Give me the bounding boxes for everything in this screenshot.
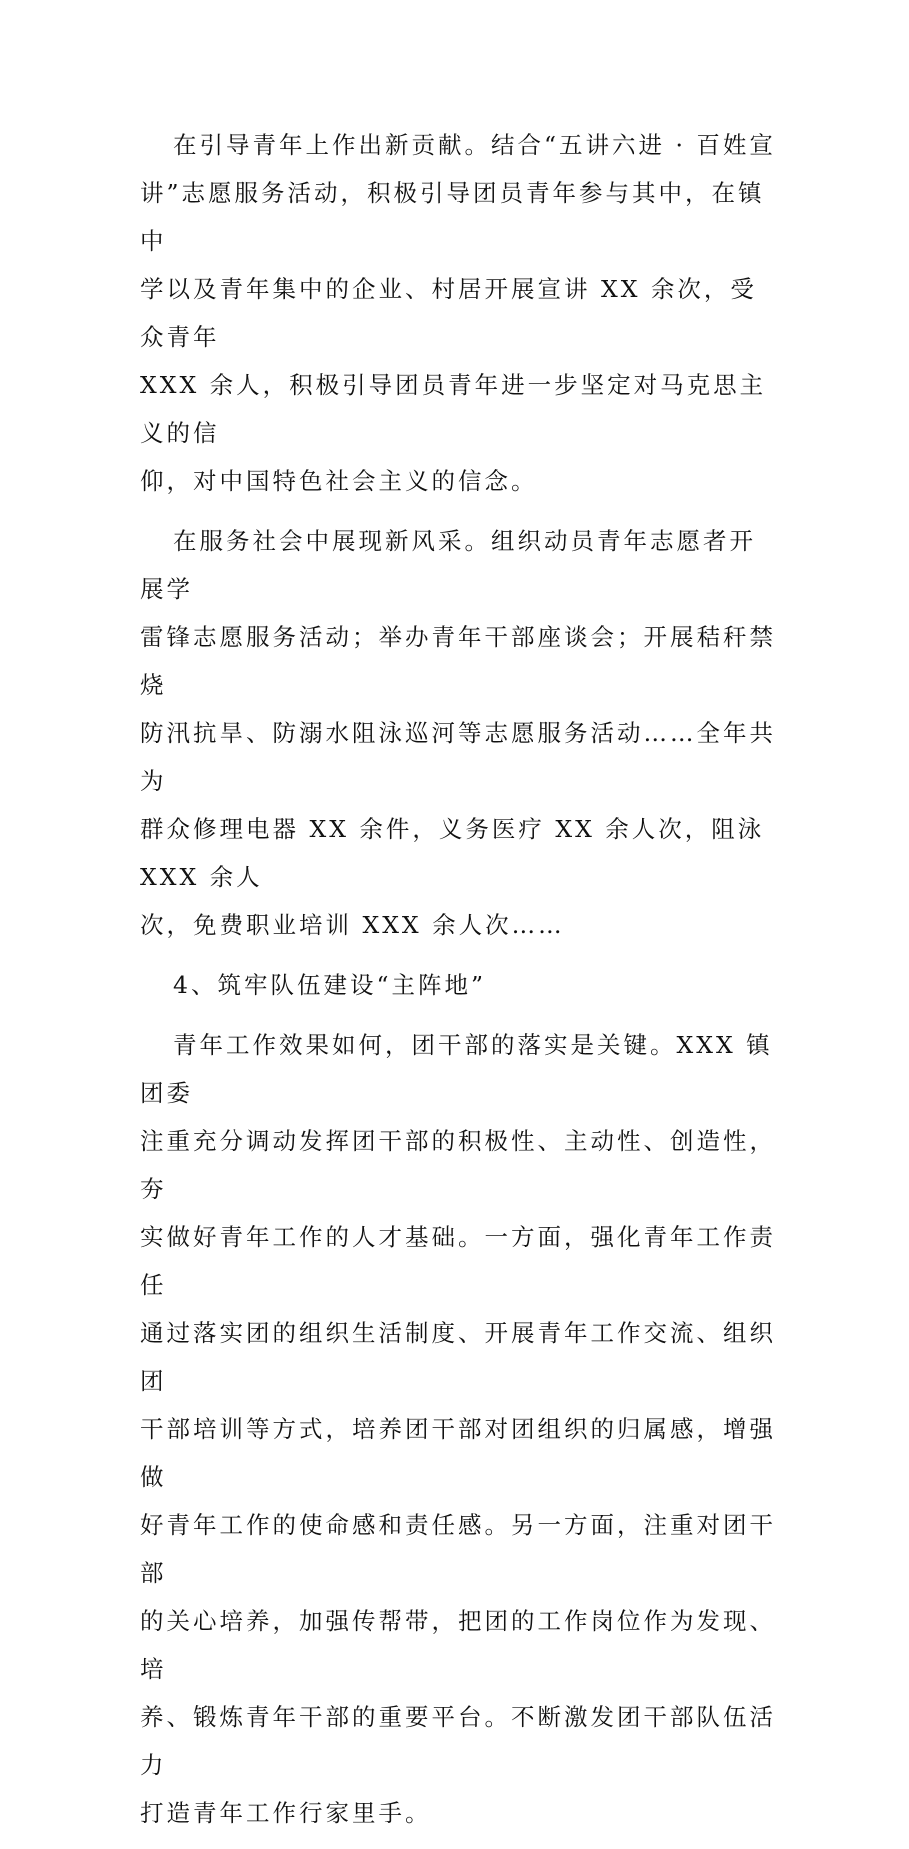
document-body <box>140 121 780 1849</box>
section-heading: 4、筑牢队伍建设“主阵地” <box>173 971 486 999</box>
paragraph-youth-guidance: 在引导青年上作出新贡献。结合“五讲六进 · 百姓宣 讲”志愿服务活动，积极引导团员青年参与其中，在镇中 学以及青年集中的企业、村居开展宣讲 XX 余次，受众青年 XXX 余人，积极引导团员青年进一步坚定对马克思主义的信 仰，对中国特色社会主义的信念。 <box>140 131 776 495</box>
paragraph-social-service: 在服务社会中展现新风采。组织动员青年志愿者开展学 雷锋志愿服务活动；举办青年干部座谈会；开展秸秆禁烧 防汛抗旱、防溺水阻泳巡河等志愿服务活动……全年共为 群众修理电器 XX 余件，义务医疗 XX 余人次，阻泳 XXX 余人 次，免费职业培训 XXX 余人次…… <box>140 527 776 939</box>
paragraph-team-building: 青年工作效果如何，团干部的落实是关键。XXX 镇团委 注重充分调动发挥团干部的积极性、主动性、创造性，夯 实做好青年工作的人才基础。一方面，强化青年工作责任 通过落实团的组织生活制度、开展青年工作交流、组织团 干部培训等方式，培养团干部对团组织的归属感，增强做 好青年工作的使命感和责任感。另一方面，注重对团干部 的关心培养，加强传帮带，把团的工作岗位作为发现、培 养、锻炼青年干部的重要平台。不断激发团干部队伍活力 打造青年工作行家里手。 <box>140 1031 776 1827</box>
